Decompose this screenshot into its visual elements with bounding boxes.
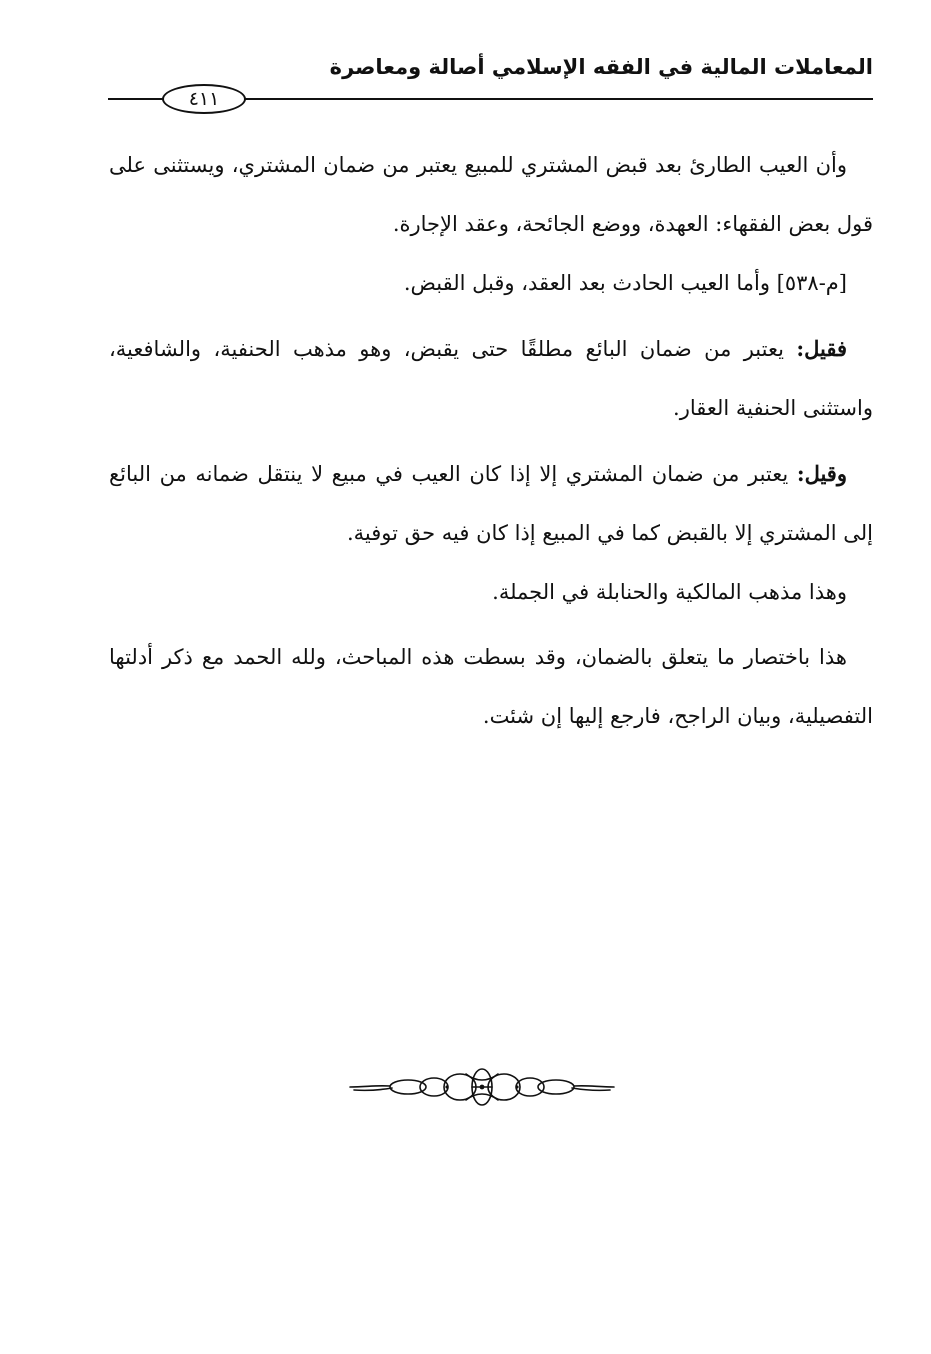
paragraph-2: [م-٥٣٨] وأما العيب الحادث بعد العقد، وقبل القبض. (403, 271, 847, 295)
running-header-title: المعاملات المالية في الفقه الإسلامي أصالة ومعاصرة (329, 55, 873, 79)
paragraph-3 (109, 319, 873, 438)
paragraph-1: وأن العيب الطارئ بعد قبض المشتري للمبيع يعتبر من ضمان المشتري، ويستثنى على قول بعض الفقهاء: العهدة، ووضع الجائحة، وعقد الإجارة. (109, 153, 873, 236)
main-text (109, 136, 873, 746)
paragraph-4-term: وقيل: (796, 461, 847, 486)
paragraph-5: وهذا مذهب المالكية والحنابلة في الجملة. (492, 580, 847, 604)
closing-ornament-icon (346, 1064, 618, 1110)
paragraph-4-text: يعتبر من ضمان المشتري إلا إذا كان العيب في مبيع لا ينتقل ضمانه من البائع إلى المشتري إلا بالقبض كما في المبيع إذا كان فيه حق توفية. (109, 462, 873, 545)
paragraph-6: هذا باختصار ما يتعلق بالضمان، وقد بسطت هذه المباحث، ولله الحمد مع ذكر أدلتها التفصيلية، وبيان الراجح، فارجع إليها إن شئت. (109, 645, 873, 728)
paragraph-3-term: فقيل: (796, 336, 847, 361)
paragraph-3-text: يعتبر من ضمان البائع مطلقًا حتى يقبض، وهو مذهب الحنفية، والشافعية، واستثنى الحنفية العقار. (109, 337, 873, 420)
paragraph-4 (109, 444, 873, 563)
page-number: ٤١١ (162, 84, 246, 114)
